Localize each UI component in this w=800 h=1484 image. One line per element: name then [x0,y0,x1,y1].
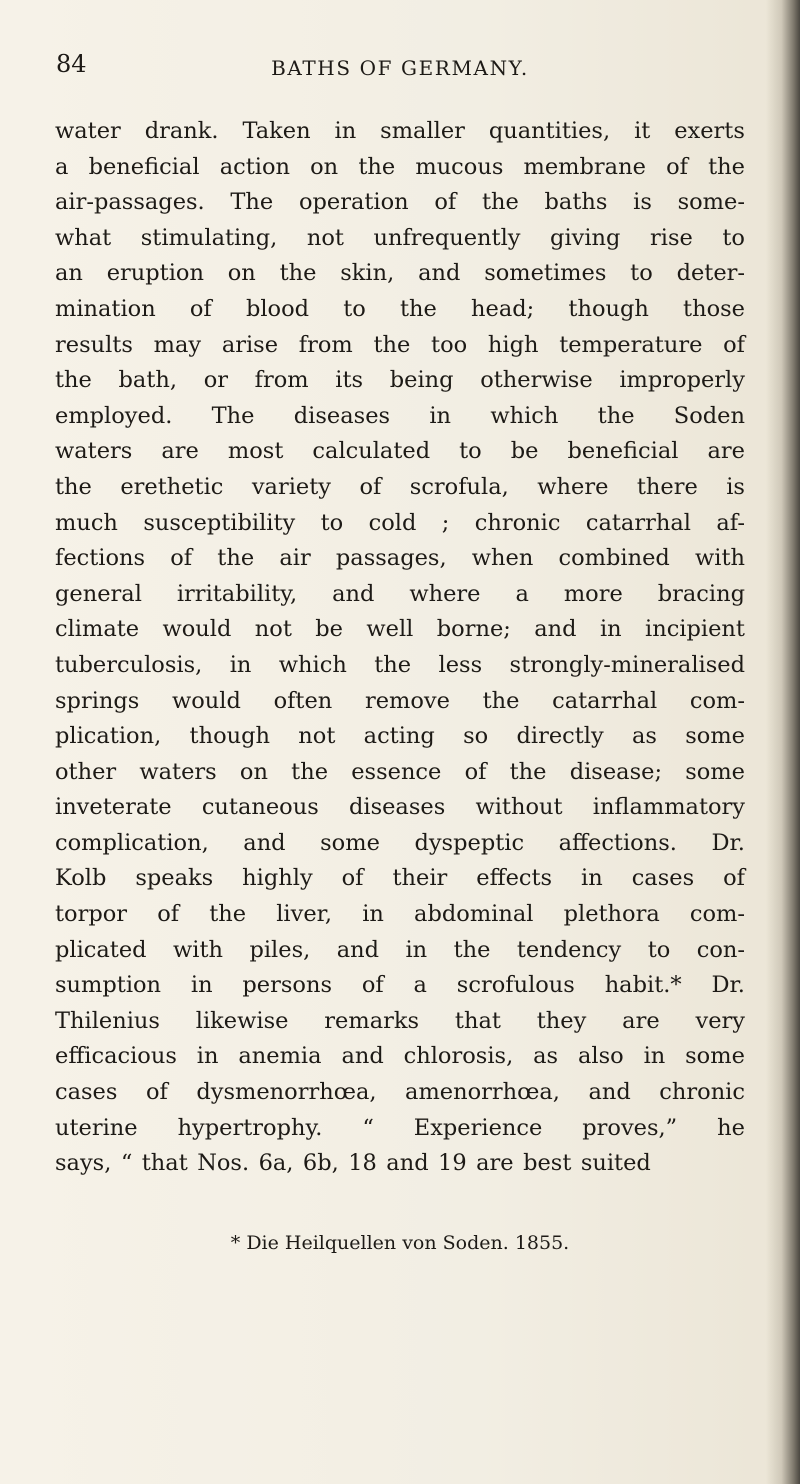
text-line: complication, and some dyspeptic affections. Dr. [55,829,745,856]
text-line: fections of the air passages, when combined with [55,545,745,572]
text-line: torpor of the liver, in abdominal plethora com- [55,901,745,928]
text-line: springs would often remove the catarrhal com- [55,687,745,714]
page-number: 84 [56,50,87,78]
running-head: BATHS OF GERMANY. [271,56,529,80]
text-line: efficacious in anemia and chlorosis, as also in some [55,1043,745,1070]
page-edge-shadow [766,0,800,1484]
text-line: waters are most calculated to be beneficial are [55,438,745,465]
text-line: mination of blood to the head; though those [55,295,745,322]
text-line: tuberculosis, in which the less strongly-mineralised [55,651,745,678]
text-line: air-passages. The operation of the baths is some- [55,189,745,216]
text-line: sumption in persons of a scrofulous habit.* Dr. [55,972,745,999]
text-line: climate would not be well borne; and in incipient [55,616,745,643]
text-line: uterine hypertrophy. “ Experience proves,” he [55,1114,745,1141]
text-line: the erethetic variety of scrofula, where there is [55,473,745,500]
text-line: other waters on the essence of the disease; some [55,758,745,785]
text-line: Thilenius likewise remarks that they are very [55,1007,745,1034]
text-line: a beneficial action on the mucous membrane of the [55,153,745,180]
text-line: what stimulating, not unfrequently giving rise to [55,224,745,251]
text-line: an eruption on the skin, and sometimes to deter- [55,260,745,287]
text-line: inveterate cutaneous diseases without inflammatory [55,794,745,821]
body-text [55,114,745,1182]
footnote: * Die Heilquellen von Soden. 1855. [230,1232,570,1254]
text-line: results may arise from the too high temperature of [55,331,745,358]
text-line: cases of dysmenorrhœa, amenorrhœa, and chronic [55,1079,745,1106]
text-line: employed. The diseases in which the Soden [55,402,745,429]
text-line: Kolb speaks highly of their effects in cases of [55,865,745,892]
text-line: much susceptibility to cold ; chronic catarrhal af- [55,509,745,536]
text-line: water drank. Taken in smaller quantities, it exerts [55,118,745,144]
text-line: general irritability, and where a more bracing [55,580,745,607]
text-line: plication, though not acting so directly as some [55,723,745,750]
text-line: says, “ that Nos. 6a, 6b, 18 and 19 are best suited [55,1150,651,1177]
text-line: plicated with piles, and in the tendency to con- [55,936,745,963]
text-line: the bath, or from its being otherwise improperly [55,367,745,394]
